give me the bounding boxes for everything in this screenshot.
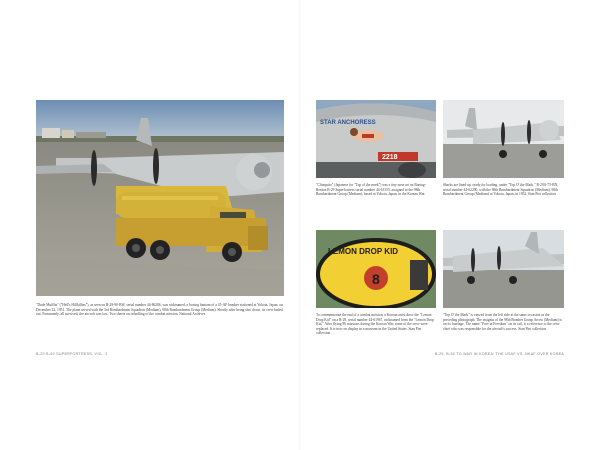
nose-number: 8: [372, 271, 380, 287]
gutter: [299, 0, 301, 450]
folio-right: B-29, B-50 TO WAR IN KOREA: THE USAF VS. NKAF OVER KOREA: [434, 352, 564, 356]
folio-left: B-29 B-50 SUPERFORTRESS, VOL. 2: [36, 352, 108, 356]
photo-b29-hardstand: [443, 100, 564, 178]
caption-b29-hardstand: Sharks are lined up, ready for loading, under "Top O' the Mark," B-29A-75-BN, serial number 44-62290, with the 98th Bombardment Squadron (Medium), 98th Bombardment Group (Medium) at Yokota, Japan, in 1952. Stan Piet collection: [443, 183, 559, 197]
caption-refueling: "Dude Mufflin" ("Hell's Hillbillies"), as seen on B-29-90-BW, serial number 44-86286, was nicknamed, a boxing bantam of a 45-AF bomber stationed at Yokota, Japan, on December 22, 1951. The plane served with the 3rd Bombardment Squadron (Medium), 98th Bombardment Group (Medium). Shortly after being shot down, its crew bailed out. Fortunately, all survived; the aircraft was lost. Two sheets on refuelling of the combat mission. National Archives: [36, 303, 283, 317]
caption-top-o-the-mark: "Top O' the Mark" is viewed from the left side at the same occasion as the preceding photograph. The insignia of the 98th Bomber Group Arrow (Medium) is on its fuselage. The name "Fore in Freedom" on its tail, is a reference to the crew chief who was responsible for the aircraft's success. Stan Piet collection: [443, 313, 562, 331]
photo-nose-art-pinup: [316, 100, 436, 178]
nose-text-1: STAR ANCHORESS: [320, 120, 376, 126]
tail-number: 2218: [382, 154, 398, 161]
photo-lemon-drop-kid: [316, 230, 436, 308]
caption-nose-art-pinup: "Chinquito" (Japanese for "Top of the mark") was a tiny nose art on Boeing-Renton B-29 Superfortress serial number 44-61335, assigned to the 98th Bombardment Group (Medium), based at Yokota, Japan, in the Korean War.: [316, 183, 426, 197]
nose-text-3: LEMON DROP KID: [328, 247, 399, 256]
photo-refueling-truck: [36, 100, 284, 296]
photo-top-o-the-mark: [443, 230, 564, 308]
caption-lemon-drop-kid: To commemorate the end of a combat mission, a Korean artist drew the "Lemon Drop Kid" on a B-29, serial number 44-61967, nicknamed from the "Lemon Drop Kid." After flying 96 missions during the Korean War, some of the crew were replaced. It is now on display in a museum in the United States. Stan Piet collection: [316, 313, 434, 336]
